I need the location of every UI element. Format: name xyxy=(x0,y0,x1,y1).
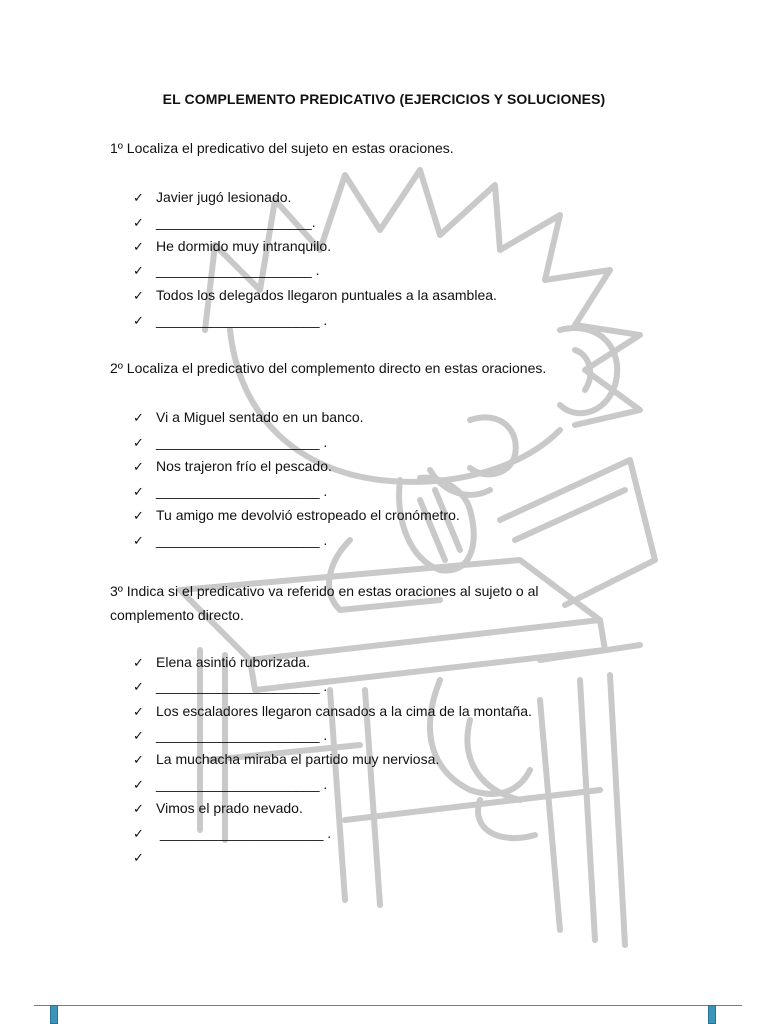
answer-blank: _____________________ . xyxy=(156,434,328,450)
sentence: Elena asintió ruborizada. xyxy=(156,654,311,670)
checkmark-icon: ✓ xyxy=(133,190,144,205)
footer-rule xyxy=(34,1005,742,1006)
checkmark-icon: ✓ xyxy=(133,826,144,841)
checkmark-icon: ✓ xyxy=(133,777,144,792)
checkmark-icon: ✓ xyxy=(133,655,144,670)
answer-blank: _____________________ . xyxy=(156,312,328,328)
checkmark-icon: ✓ xyxy=(133,435,144,450)
list-item xyxy=(133,849,156,866)
list-item xyxy=(133,434,327,451)
checkmark-icon: ✓ xyxy=(133,459,144,474)
footer-tab-right xyxy=(708,1005,716,1024)
checkmark-icon: ✓ xyxy=(133,484,144,499)
list-item xyxy=(133,751,439,768)
checkmark-icon: ✓ xyxy=(133,313,144,328)
sentence: Vi a Miguel sentado en un banco. xyxy=(156,409,364,425)
list-item xyxy=(133,189,291,206)
sentence: Los escaladores llegaron cansados a la cima de la montaña. xyxy=(156,703,532,719)
answer-blank: _____________________ . xyxy=(156,532,328,548)
list-item xyxy=(133,800,303,817)
checkmark-icon: ✓ xyxy=(133,288,144,303)
checkmark-icon: ✓ xyxy=(133,728,144,743)
list-item xyxy=(133,654,310,671)
sentence: Tu amigo me devolvió estropeado el cronómetro. xyxy=(156,507,460,523)
list-item xyxy=(133,287,497,304)
answer-blank: _____________________ . xyxy=(156,678,328,694)
checkmark-icon: ✓ xyxy=(133,704,144,719)
list-item xyxy=(133,825,331,842)
checkmark-icon: ✓ xyxy=(133,263,144,278)
sentence: Javier jugó lesionado. xyxy=(156,189,292,205)
answer-blank: _____________________ . xyxy=(156,483,328,499)
sentence: Nos trajeron frío el pescado. xyxy=(156,458,332,474)
footer-tab-left xyxy=(50,1005,58,1024)
checkmark-icon: ✓ xyxy=(133,752,144,767)
checkmark-icon: ✓ xyxy=(133,215,144,230)
list-item xyxy=(133,507,460,524)
exercise-3-heading: 3º Indica si el predicativo va referido en estas oraciones al sujeto o al complemento directo. xyxy=(110,583,539,623)
list-item xyxy=(133,483,327,500)
checkmark-icon: ✓ xyxy=(133,508,144,523)
checkmark-icon: ✓ xyxy=(133,533,144,548)
list-item xyxy=(133,262,320,279)
page-title: EL COMPLEMENTO PREDICATIVO (EJERCICIOS Y SOLUCIONES) xyxy=(162,91,606,107)
list-item xyxy=(133,703,532,720)
exercise-1-heading: 1º Localiza el predicativo del sujeto en estas oraciones. xyxy=(110,140,454,156)
list-item xyxy=(133,776,327,793)
exercise-2-heading: 2º Localiza el predicativo del complemento directo en estas oraciones. xyxy=(110,360,547,376)
list-item xyxy=(133,409,364,426)
answer-blank: _____________________ . xyxy=(156,825,332,841)
sentence: Vimos el prado nevado. xyxy=(156,800,303,816)
answer-blank: ____________________ . xyxy=(156,262,320,278)
checkmark-icon: ✓ xyxy=(133,850,144,865)
checkmark-icon: ✓ xyxy=(133,679,144,694)
list-item xyxy=(133,312,327,329)
checkmark-icon: ✓ xyxy=(133,239,144,254)
answer-blank: _____________________ . xyxy=(156,776,328,792)
list-item xyxy=(133,532,327,549)
answer-blank: ____________________. xyxy=(156,214,316,230)
sentence: He dormido muy intranquilo. xyxy=(156,238,332,254)
answer-blank: _____________________ . xyxy=(156,727,328,743)
checkmark-icon: ✓ xyxy=(133,410,144,425)
list-item xyxy=(133,727,327,744)
list-item xyxy=(133,678,327,695)
sentence: La muchacha miraba el partido muy nerviosa. xyxy=(156,751,440,767)
list-item xyxy=(133,458,332,475)
sentence: Todos los delegados llegaron puntuales a la asamblea. xyxy=(156,287,497,303)
checkmark-icon: ✓ xyxy=(133,801,144,816)
list-item xyxy=(133,238,331,255)
list-item xyxy=(133,214,316,231)
